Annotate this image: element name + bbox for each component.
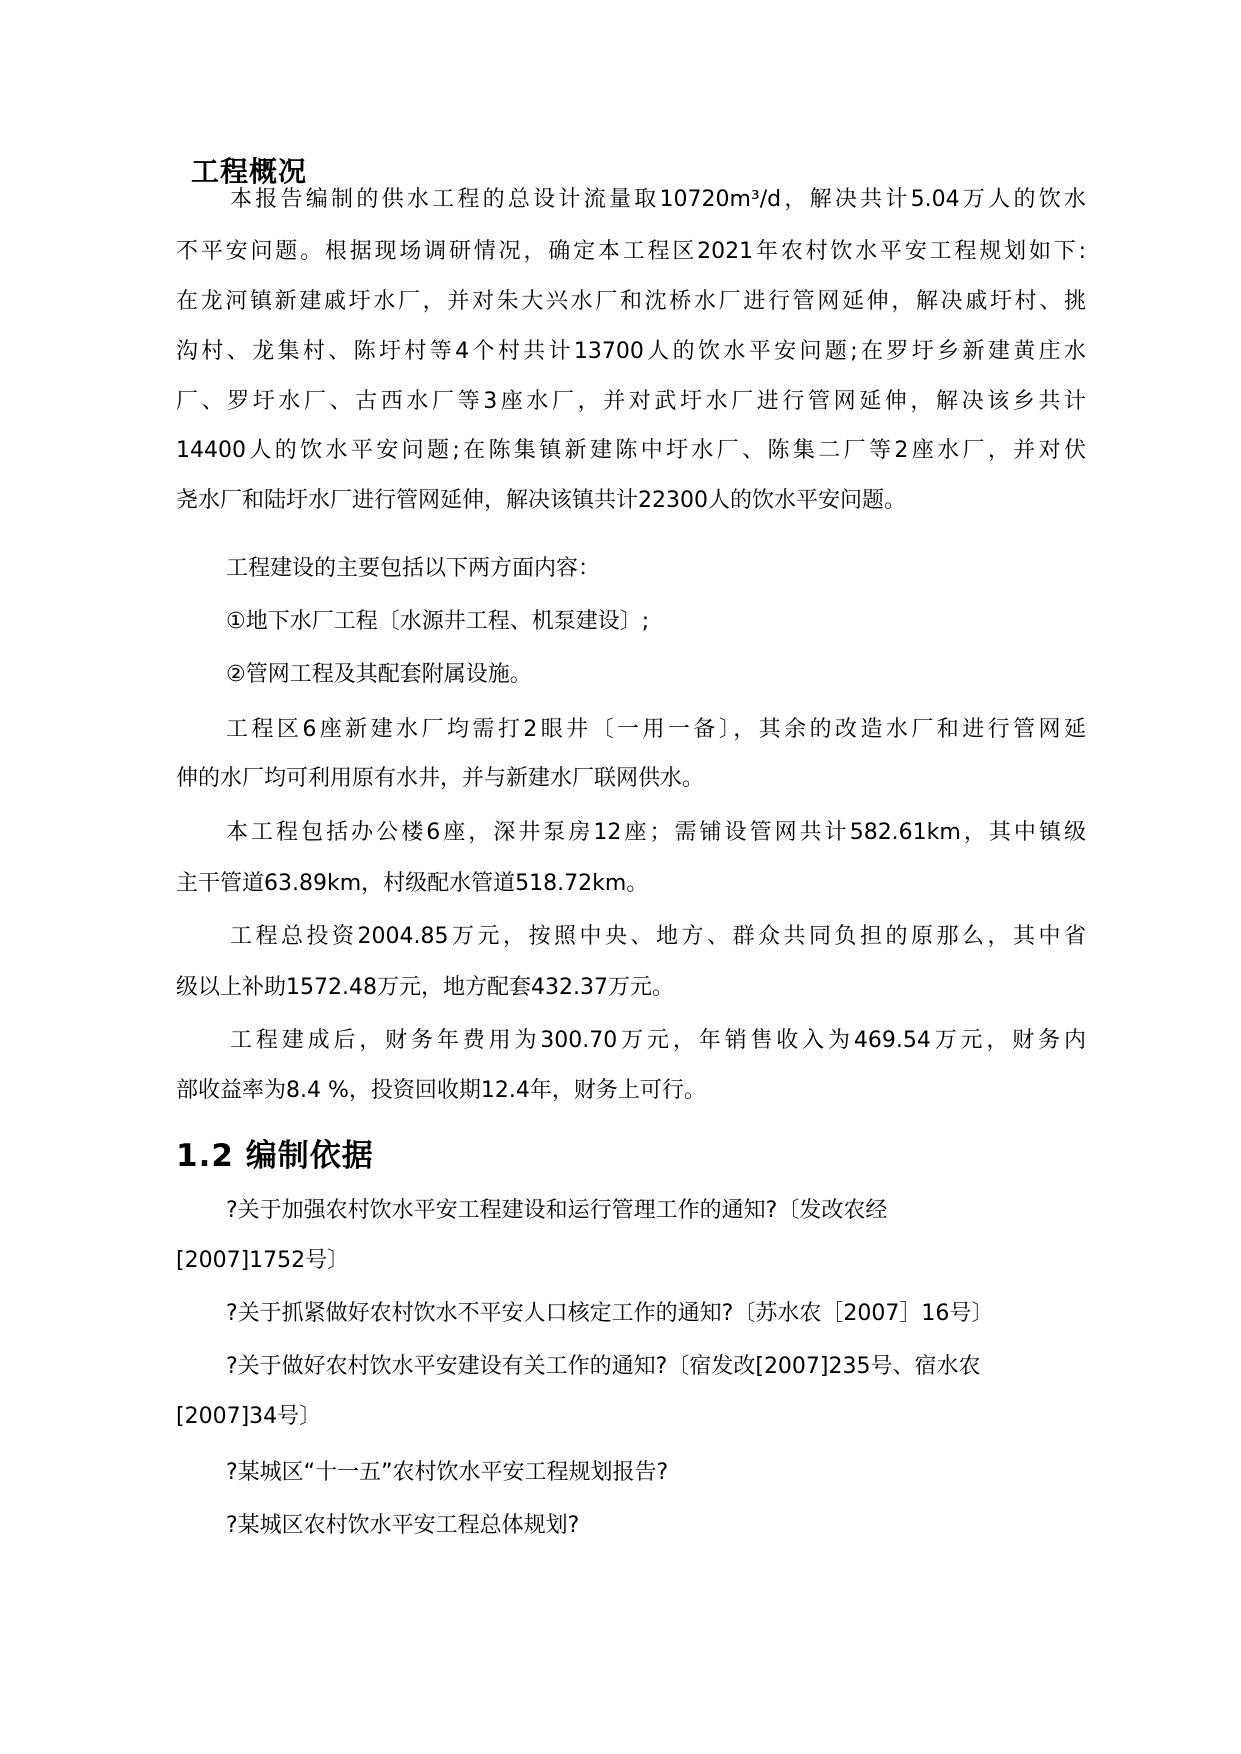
paragraph-line: 工程总投资2004.85万元，按照中央、地方、群众共同负担的原那么，其中省	[230, 924, 1086, 949]
reference-item: ?关于抓紧做好农村饮水不平安人口核定工作的通知?〔苏水农［2007］16号〕	[226, 1301, 994, 1326]
list-item: ②管网工程及其配套附属设施。	[226, 662, 532, 687]
paragraph-line: 不平安问题。根据现场调研情况，确定本工程区2021年农村饮水平安工程规划如下:	[176, 239, 1086, 264]
paragraph-line: 级以上补助1572.48万元，地方配套432.37万元。	[176, 975, 674, 1000]
reference-item: ?关于加强农村饮水平安工程建设和运行管理工作的通知?〔发改农经	[226, 1198, 888, 1223]
paragraph-line: 厂、罗圩水厂、古西水厂等3座水厂，并对武圩水厂进行管网延伸，解决该乡共计	[176, 389, 1086, 414]
paragraph-line: 本工程包括办公楼6座，深井泵房12座；需铺设管网共计582.61km，其中镇级	[226, 820, 1086, 845]
reference-item: [2007]1752号〕	[176, 1248, 350, 1273]
paragraph-line: 主干管道63.89km，村级配水管道518.72km。	[176, 871, 649, 896]
paragraph-line: 工程建设的主要包括以下两方面内容：	[226, 556, 601, 581]
paragraph-line: 在龙河镇新建戚圩水厂，并对朱大兴水厂和沈桥水厂进行管网延伸，解决戚圩村、挑	[176, 289, 1086, 314]
paragraph-line: 部收益率为8.4 %，投资回收期12.4年，财务上可行。	[176, 1078, 706, 1103]
list-item: ①地下水厂工程〔水源井工程、机泵建设〕;	[226, 609, 650, 634]
paragraph-line: 14400人的饮水平安问题;在陈集镇新建陈中圩水厂、陈集二厂等2座水厂，并对伏	[176, 438, 1086, 463]
paragraph-line: 沟村、龙集村、陈圩村等4个村共计13700人的饮水平安问题;在罗圩乡新建黄庄水	[176, 339, 1086, 364]
reference-item: [2007]34号〕	[176, 1404, 322, 1429]
paragraph-line: 工程建成后，财务年费用为300.70万元，年销售收入为469.54万元，财务内	[230, 1028, 1086, 1053]
reference-item: ?某城区“十一五”农村饮水平安工程规划报告?	[226, 1460, 669, 1485]
reference-item: ?某城区农村饮水平安工程总体规划?	[226, 1513, 580, 1538]
paragraph-line: 尧水厂和陆圩水厂进行管网延伸，解决该镇共计22300人的饮水平安问题。	[176, 488, 906, 513]
reference-item: ?关于做好农村饮水平安建设有关工作的通知?〔宿发改[2007]235号、宿水农	[226, 1354, 981, 1379]
paragraph-line: 本报告编制的供水工程的总设计流量取10720m³/d，解决共计5.04万人的饮水	[230, 187, 1086, 212]
section-heading-basis: 1.2 编制依据	[176, 1138, 374, 1174]
paragraph-line: 工程区6座新建水厂均需打2眼井〔一用一备〕，其余的改造水厂和进行管网延	[226, 717, 1086, 742]
paragraph-line: 伸的水厂均可利用原有水井，并与新建水厂联网供水。	[176, 766, 705, 791]
section-heading-overview: 工程概况	[191, 155, 308, 188]
